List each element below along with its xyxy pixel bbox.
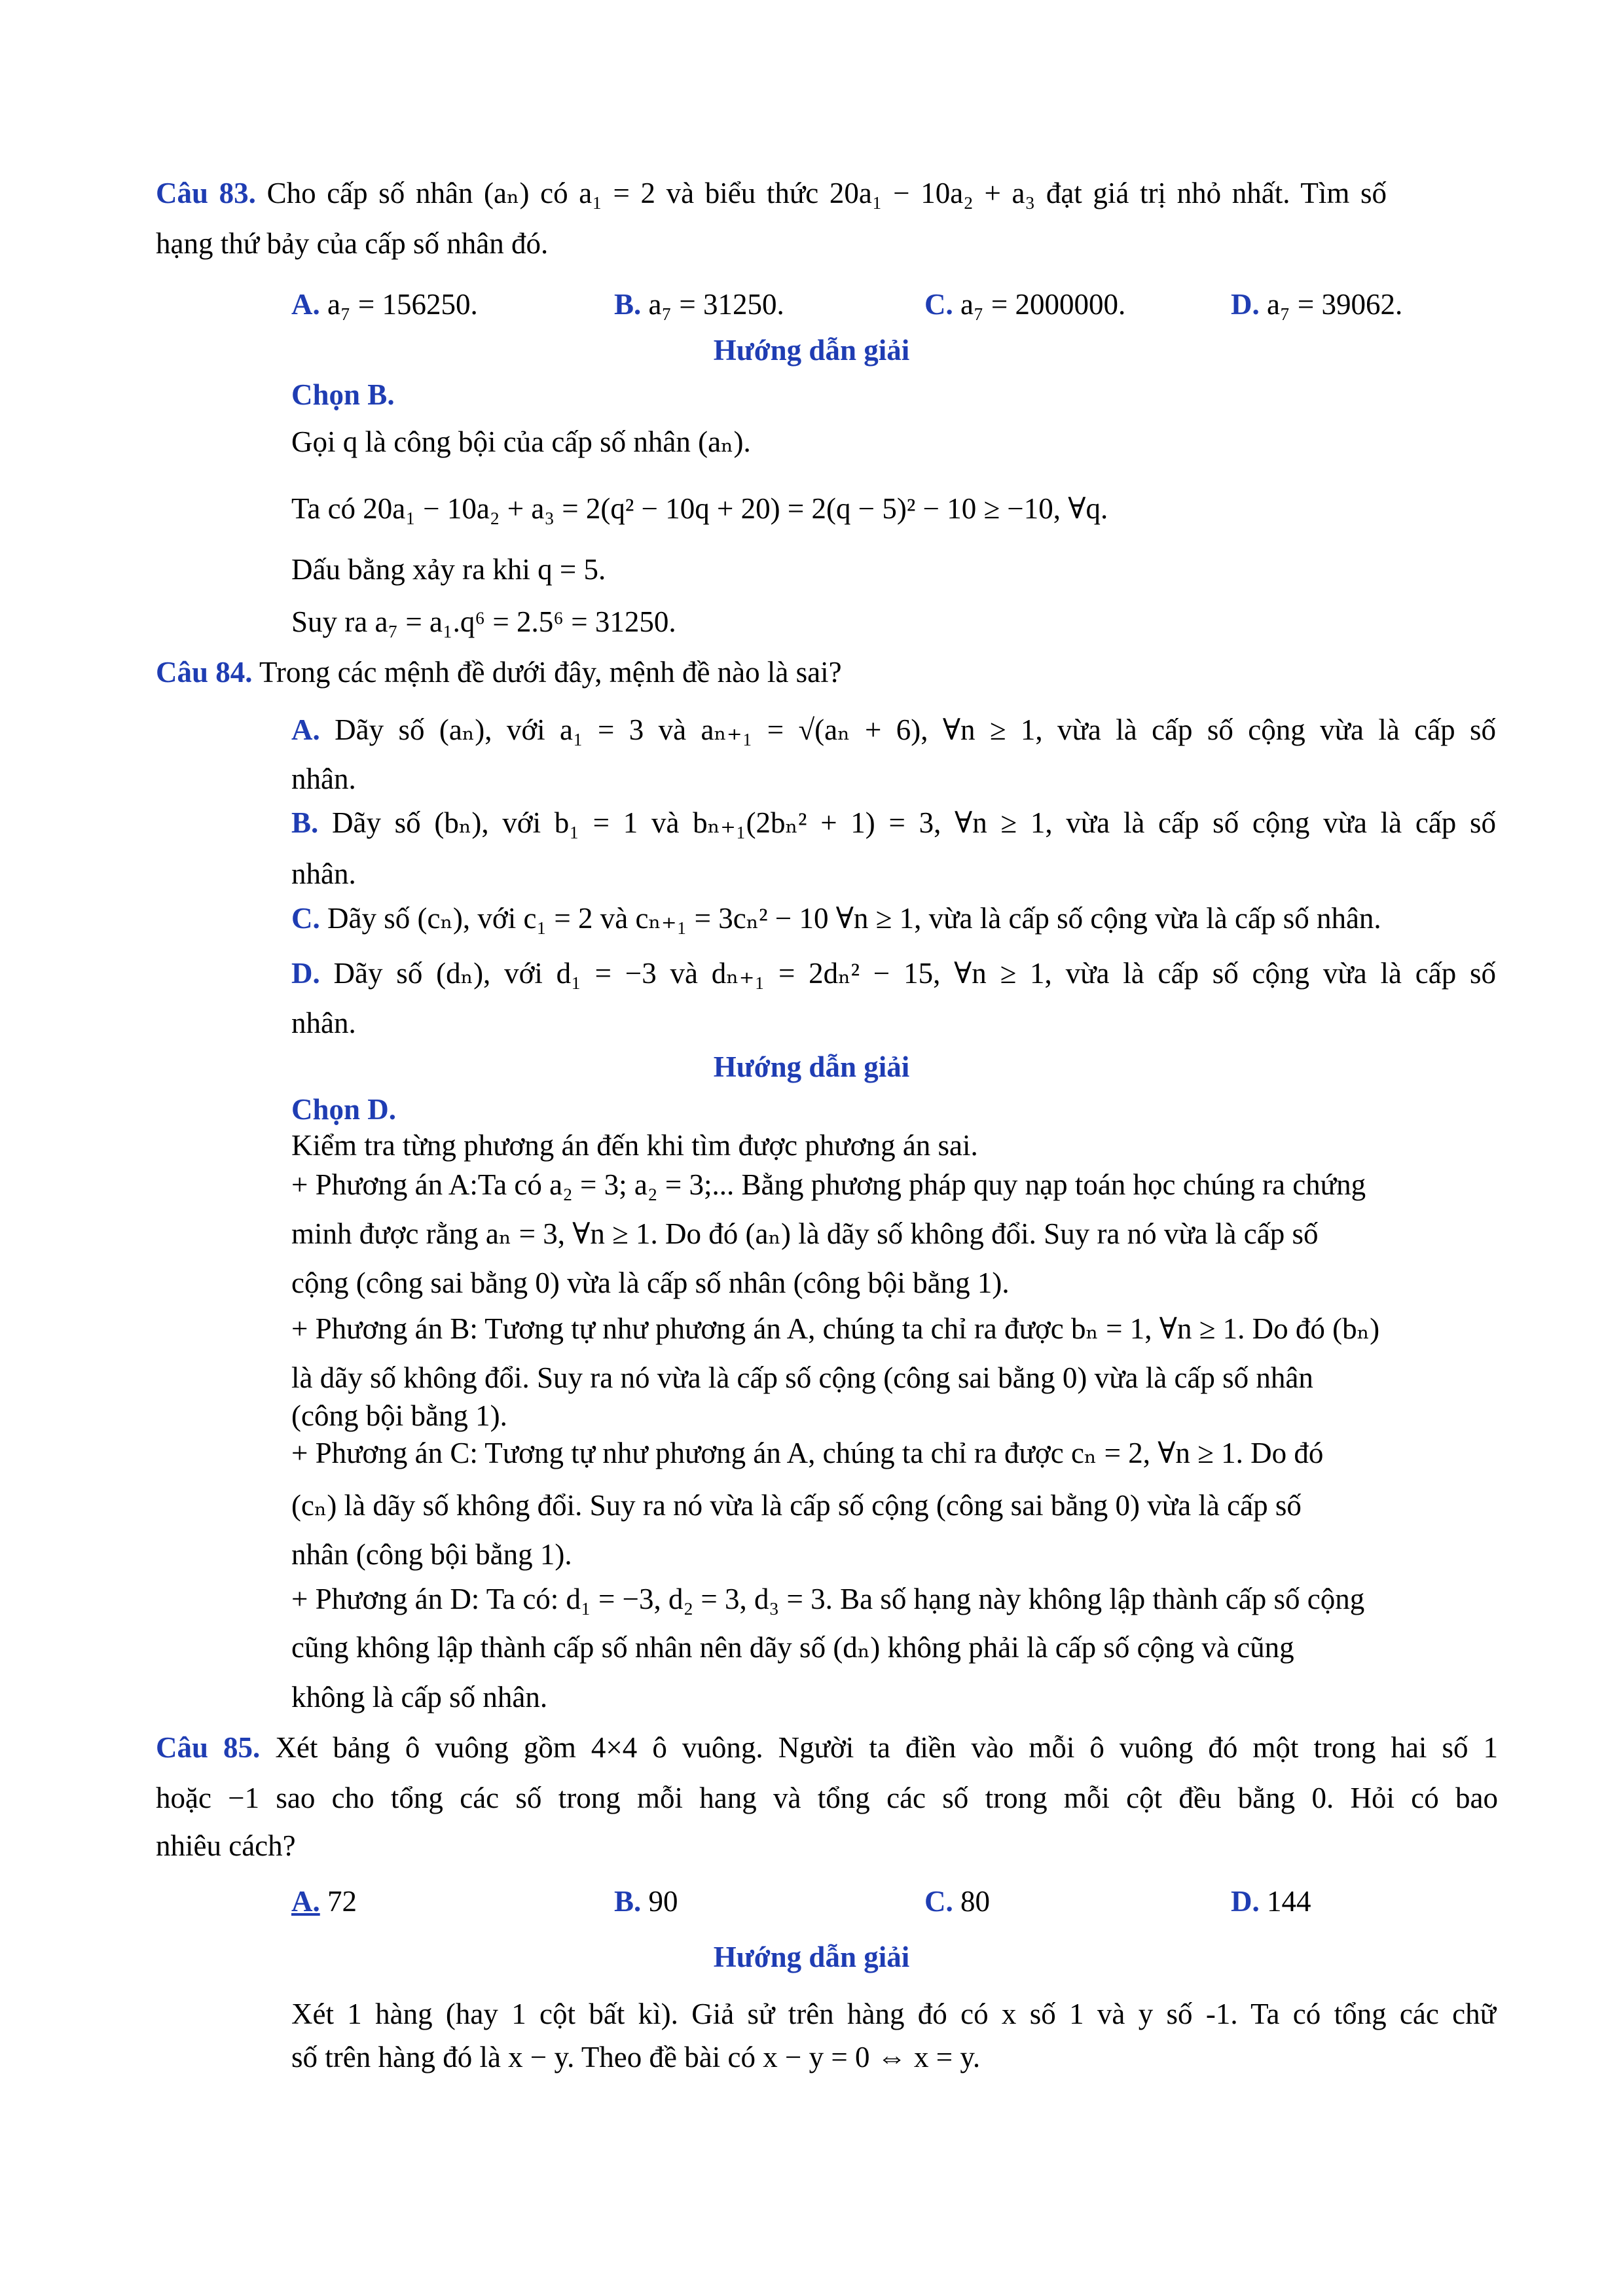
q83-option-b — [614, 288, 784, 322]
q83-option-c-text: a₇ = 2000000. — [960, 288, 1126, 321]
q84-solution-line-12: cũng không lập thành cấp số nhân nên dãy số (dₙ) không phải là cấp số cộng và cũng — [291, 1631, 1294, 1664]
q83-option-d-letter: D. — [1231, 288, 1260, 321]
q84-option-b-text: Dãy số (bₙ), với b₁ = 1 và bₙ₊₁(2bₙ² + 1) = 3, ∀n ≥ 1, vừa là cấp số cộng vừa là cấp số — [331, 806, 1497, 839]
q84-option-d-letter: D. — [291, 957, 320, 990]
q84-option-d-line-1 — [291, 957, 1496, 991]
q83-stem-line-1 — [156, 177, 1387, 211]
q83-stem-line-2: hạng thứ bảy của cấp số nhân đó. — [156, 227, 549, 260]
q85-text-1: Xét bảng ô vuông gồm 4×4 ô vuông. Người ta điền vào mỗi ô vuông đó một trong hai số 1 — [275, 1731, 1498, 1764]
q84-text-1: Trong các mệnh đề dưới đây, mệnh đề nào là sai? — [259, 656, 842, 689]
q85-option-c-text: 80 — [960, 1885, 990, 1918]
q84-solution-line-9: (cₙ) là dãy số không đổi. Suy ra nó vừa là cấp số cộng (công sai bằng 0) vừa là cấp số — [291, 1489, 1302, 1522]
q85-option-b-letter: B. — [614, 1885, 642, 1918]
q84-option-b-line-2: nhân. — [291, 857, 356, 890]
q85-option-d-text: 144 — [1267, 1885, 1311, 1918]
q84-option-b-letter: B. — [291, 806, 319, 839]
q85-solution-line-1: Xét 1 hàng (hay 1 cột bất kì). Giả sử trên hàng đó có x số 1 và y số -1. Ta có tổng các chữ — [291, 1998, 1496, 2030]
q85-option-c — [924, 1885, 990, 1919]
q83-option-c — [924, 288, 1125, 322]
q84-option-c-line-1 — [291, 902, 1381, 936]
q83-option-c-letter: C. — [924, 288, 953, 321]
q85-stem-line-1 — [156, 1731, 1498, 1765]
q83-guide-title: Hướng dẫn giải — [713, 334, 910, 367]
q83-text-1: Cho cấp số nhân (aₙ) có a₁ = 2 và biểu thức 20a₁ − 10a₂ + a₃ đạt giá trị nhỏ nhất. Tìm số — [266, 177, 1387, 209]
q84-option-c-letter: C. — [291, 902, 320, 935]
q83-solution-line-3: Dấu bằng xảy ra khi q = 5. — [291, 553, 606, 586]
q84-solution-line-4: cộng (công sai bằng 0) vừa là cấp số nhân (công bội bằng 1). — [291, 1266, 1010, 1299]
q83-solution-line-2: Ta có 20a₁ − 10a₂ + a₃ = 2(q² − 10q + 20) = 2(q − 5)² − 10 ≥ −10, ∀q. — [291, 492, 1108, 525]
q84-option-d-text: Dãy số (dₙ), với d₁ = −3 và dₙ₊₁ = 2dₙ² − 15, ∀n ≥ 1, vừa là cấp số cộng vừa là cấp số — [333, 957, 1497, 990]
q84-solution-line-6: là dãy số không đổi. Suy ra nó vừa là cấp số cộng (công sai bằng 0) vừa là cấp số nhân — [291, 1361, 1313, 1394]
q84-guide-title: Hướng dẫn giải — [713, 1050, 910, 1083]
q84-solution-line-11: + Phương án D: Ta có: d₁ = −3, d₂ = 3, d₃ = 3. Ba số hạng này không lập thành cấp số cộng — [291, 1583, 1365, 1615]
q83-solution-line-4: Suy ra a₇ = a₁.q⁶ = 2.5⁶ = 31250. — [291, 605, 676, 638]
q85-option-c-letter: C. — [924, 1885, 953, 1918]
q84-stem — [156, 656, 842, 690]
q85-option-d-letter: D. — [1231, 1885, 1260, 1918]
q83-option-a-letter: A. — [291, 288, 320, 321]
q84-solution-line-1: Kiểm tra từng phương án đến khi tìm được phương án sai. — [291, 1129, 978, 1162]
q85-stem-line-3: nhiêu cách? — [156, 1829, 296, 1862]
q84-solution-line-3: minh được rằng aₙ = 3, ∀n ≥ 1. Do đó (aₙ) là dãy số không đổi. Suy ra nó vừa là cấp số — [291, 1217, 1319, 1250]
q84-option-c-text: Dãy số (cₙ), với c₁ = 2 và cₙ₊₁ = 3cₙ² − 10 ∀n ≥ 1, vừa là cấp số cộng vừa là cấp số nhân. — [327, 902, 1381, 935]
q83-option-a-text: a₇ = 156250. — [327, 288, 478, 321]
q85-stem-line-2: hoặc −1 sao cho tổng các số trong mỗi hang và tổng các số trong mỗi cột đều bằng 0. Hỏi có bao — [156, 1782, 1498, 1814]
q84-solution-line-2: + Phương án A:Ta có a₂ = 3; a₂ = 3;... Bằng phương pháp quy nạp toán học chúng ra chứng — [291, 1168, 1366, 1201]
q84-solution-line-8: + Phương án C: Tương tự như phương án A, chúng ta chỉ ra được cₙ = 2, ∀n ≥ 1. Do đó — [291, 1437, 1324, 1469]
q84-solution-line-10: nhân (công bội bằng 1). — [291, 1538, 572, 1571]
q84-label: Câu 84. — [156, 656, 253, 689]
q84-solution-line-13: không là cấp số nhân. — [291, 1681, 548, 1713]
q85-option-d — [1231, 1885, 1311, 1919]
q84-option-a-text: Dãy số (aₙ), với a₁ = 3 và aₙ₊₁ = √(aₙ + 6), ∀n ≥ 1, vừa là cấp số cộng vừa là cấp số — [335, 713, 1496, 746]
q83-option-b-text: a₇ = 31250. — [648, 288, 784, 321]
q84-solution-line-5: + Phương án B: Tương tự như phương án A, chúng ta chỉ ra được bₙ = 1, ∀n ≥ 1. Do đó (bₙ) — [291, 1312, 1380, 1345]
q83-option-d — [1231, 288, 1402, 322]
q85-option-a — [291, 1885, 357, 1919]
q85-label: Câu 85. — [156, 1731, 261, 1764]
q85-option-b — [614, 1885, 678, 1919]
q85-option-a-letter: A. — [291, 1885, 320, 1918]
q84-option-d-line-2: nhân. — [291, 1007, 356, 1039]
q83-option-a — [291, 288, 478, 322]
q84-option-b-line-1 — [291, 806, 1496, 840]
q84-option-a-line-2: nhân. — [291, 762, 356, 795]
q83-option-d-text: a₇ = 39062. — [1267, 288, 1403, 321]
q83-solution-line-1: Gọi q là công bội của cấp số nhân (aₙ). — [291, 425, 751, 458]
q83-option-b-letter: B. — [614, 288, 642, 321]
q84-option-a-line-1 — [291, 713, 1496, 747]
q85-option-a-text: 72 — [327, 1885, 357, 1918]
q84-option-a-letter: A. — [291, 713, 320, 746]
q83-choice: Chọn B. — [291, 378, 395, 411]
q84-solution-line-7: (công bội bằng 1). — [291, 1399, 507, 1432]
q83-label: Câu 83. — [156, 177, 256, 209]
q84-choice: Chọn D. — [291, 1093, 397, 1126]
q85-guide-title: Hướng dẫn giải — [713, 1941, 910, 1973]
q85-solution-line-2: số trên hàng đó là x − y. Theo đề bài có x − y = 0 ⇔ x = y. — [291, 2041, 981, 2073]
q85-option-b-text: 90 — [648, 1885, 678, 1918]
